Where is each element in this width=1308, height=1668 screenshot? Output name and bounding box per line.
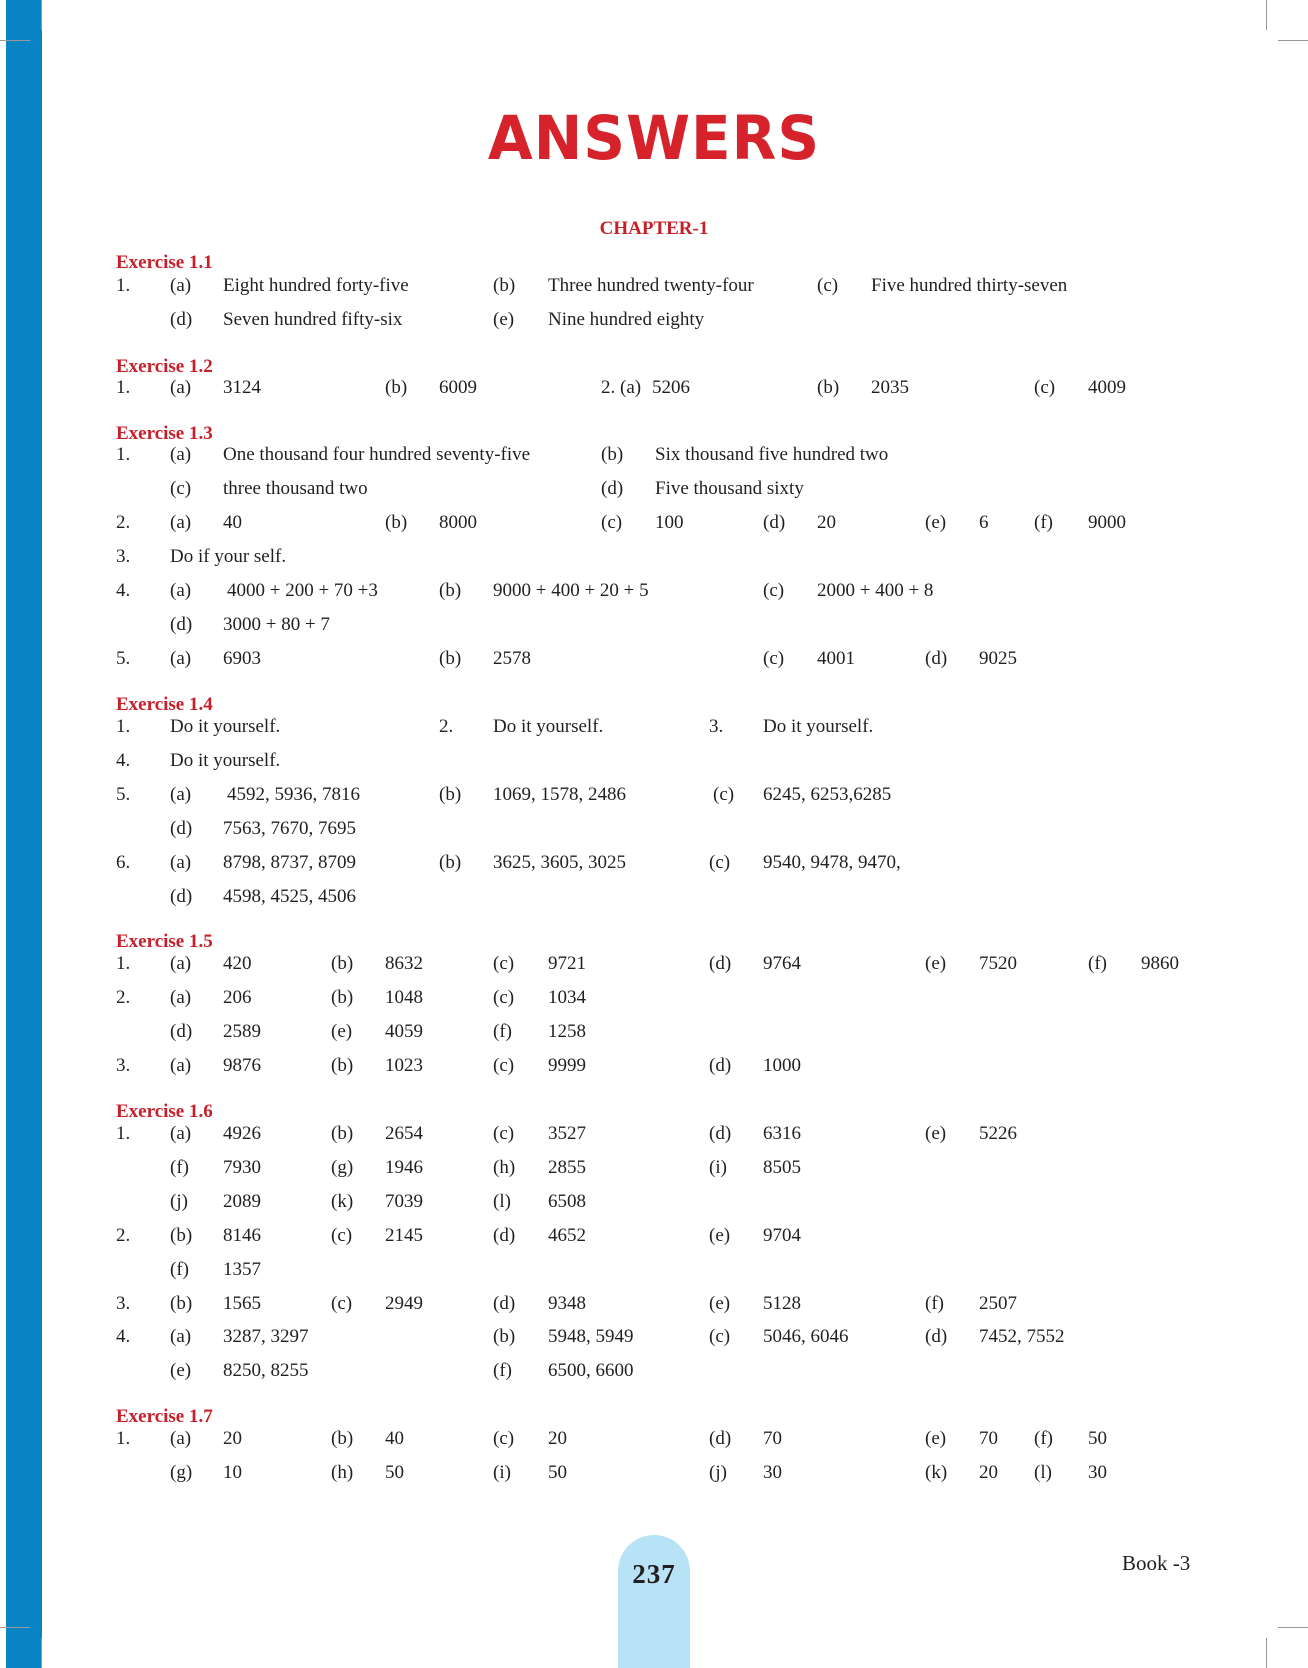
answer-r06-item-5: (c) — [601, 512, 623, 533]
answer-r23-item-3: 7039 — [385, 1191, 423, 1212]
crop-mark — [41, 0, 42, 30]
answer-r15-item-4: 3625, 3605, 3025 — [493, 852, 626, 873]
answer-r20-item-7: (d) — [709, 1055, 732, 1076]
answer-r11-item-3: Do it yourself. — [493, 716, 604, 737]
answer-r21-item-6: 3527 — [548, 1123, 586, 1144]
answer-r30-item-6: (j) — [709, 1462, 727, 1483]
answer-r04-item-3: (b) — [601, 444, 624, 465]
answer-r06-item-1: (a) — [170, 512, 192, 533]
answer-r05-item-1: three thousand two — [223, 478, 368, 499]
answer-r08-item-1: (a) — [170, 580, 192, 601]
answer-r11-item-1: Do it yourself. — [170, 716, 281, 737]
answer-r21-item-4: 2654 — [385, 1123, 423, 1144]
exercise-heading: Exercise 1.3 — [116, 423, 213, 444]
answer-r10-item-3: (b) — [439, 648, 462, 669]
answer-r22-item-5: 2855 — [548, 1157, 586, 1178]
answer-r30-item-10: (l) — [1034, 1462, 1052, 1483]
answer-r06-item-4: 8000 — [439, 512, 477, 533]
answer-r02-item-0: (d) — [170, 309, 193, 330]
answer-r01-item-5: (c) — [817, 275, 839, 296]
answer-r26-item-2: 1565 — [223, 1293, 261, 1314]
answer-r01-item-4: Three hundred twenty-four — [548, 275, 754, 296]
answer-r22-item-7: 8505 — [763, 1157, 801, 1178]
answer-r17-item-9: (e) — [925, 953, 947, 974]
answer-r27-item-1: (a) — [170, 1326, 192, 1347]
answer-r22-item-4: (h) — [493, 1157, 516, 1178]
answer-r22-item-2: (g) — [331, 1157, 354, 1178]
answer-r29-item-10: 70 — [979, 1428, 998, 1449]
answer-r06-item-8: 20 — [817, 512, 836, 533]
answer-r21-item-3: (b) — [331, 1123, 354, 1144]
answer-r03-item-2: 3124 — [223, 377, 261, 398]
answer-r17-item-8: 9764 — [763, 953, 801, 974]
answer-r13-item-6: 6245, 6253,6285 — [763, 784, 892, 805]
answer-r21-item-1: (a) — [170, 1123, 192, 1144]
answer-r06-item-11: (f) — [1034, 512, 1053, 533]
answer-r30-item-1: 10 — [223, 1462, 242, 1483]
exercise-heading: Exercise 1.4 — [116, 694, 213, 715]
answer-r12-item-0: 4. — [116, 750, 131, 771]
answer-r26-item-10: 2507 — [979, 1293, 1017, 1314]
answer-r26-item-1: (b) — [170, 1293, 193, 1314]
answer-r17-item-2: 420 — [223, 953, 252, 974]
exercise-heading: Exercise 1.1 — [116, 252, 213, 273]
answer-r18-item-0: 2. — [116, 987, 131, 1008]
answer-r06-item-9: (e) — [925, 512, 947, 533]
answer-r06-item-6: 100 — [655, 512, 684, 533]
answer-r19-item-3: 4059 — [385, 1021, 423, 1042]
crop-mark — [1266, 0, 1267, 30]
crop-mark — [41, 1638, 42, 1668]
answer-r08-item-3: (b) — [439, 580, 462, 601]
answer-r19-item-1: 2589 — [223, 1021, 261, 1042]
answer-r30-item-4: (i) — [493, 1462, 511, 1483]
exercise-heading: Exercise 1.5 — [116, 931, 213, 952]
answer-r17-item-5: (c) — [493, 953, 515, 974]
crop-mark — [0, 1627, 30, 1628]
answer-r18-item-6: 1034 — [548, 987, 586, 1008]
answer-r15-item-6: 9540, 9478, 9470, — [763, 852, 901, 873]
answer-r03-item-5: 2. (a) — [601, 377, 642, 398]
answer-r19-item-4: (f) — [493, 1021, 512, 1042]
answer-r06-item-2: 40 — [223, 512, 242, 533]
answer-r20-item-1: (a) — [170, 1055, 192, 1076]
answer-r17-item-12: 9860 — [1141, 953, 1179, 974]
answer-r06-item-0: 2. — [116, 512, 131, 533]
answer-r18-item-3: (b) — [331, 987, 354, 1008]
answer-r29-item-8: 70 — [763, 1428, 782, 1449]
crop-mark — [1278, 1627, 1308, 1628]
answer-r28-item-3: 6500, 6600 — [548, 1360, 634, 1381]
answer-r21-item-10: 5226 — [979, 1123, 1017, 1144]
answer-r16-item-1: 4598, 4525, 4506 — [223, 886, 356, 907]
answer-r05-item-0: (c) — [170, 478, 192, 499]
answer-r09-item-1: 3000 + 80 + 7 — [223, 614, 330, 635]
answer-r26-item-6: 9348 — [548, 1293, 586, 1314]
answer-r24-item-6: 4652 — [548, 1225, 586, 1246]
answer-r30-item-8: (k) — [925, 1462, 948, 1483]
answer-r29-item-12: 50 — [1088, 1428, 1107, 1449]
answer-r28-item-1: 8250, 8255 — [223, 1360, 309, 1381]
answer-r08-item-6: 2000 + 400 + 8 — [817, 580, 934, 601]
answer-r18-item-4: 1048 — [385, 987, 423, 1008]
answer-r20-item-2: 9876 — [223, 1055, 261, 1076]
answer-r29-item-9: (e) — [925, 1428, 947, 1449]
answer-r15-item-5: (c) — [709, 852, 731, 873]
answer-r26-item-4: 2949 — [385, 1293, 423, 1314]
answer-r03-item-7: (b) — [817, 377, 840, 398]
answer-r13-item-4: 1069, 1578, 2486 — [493, 784, 626, 805]
answer-r13-item-2: 4592, 5936, 7816 — [227, 784, 360, 805]
answer-r03-item-10: 4009 — [1088, 377, 1126, 398]
answer-r04-item-0: 1. — [116, 444, 131, 465]
answer-r08-item-2: 4000 + 200 + 70 +3 — [227, 580, 378, 601]
answer-r13-item-5: (c) — [713, 784, 735, 805]
answer-r25-item-1: 1357 — [223, 1259, 261, 1280]
answer-r06-item-12: 9000 — [1088, 512, 1126, 533]
answer-r25-item-0: (f) — [170, 1259, 189, 1280]
answer-r11-item-2: 2. — [439, 716, 454, 737]
answer-r10-item-1: (a) — [170, 648, 192, 669]
answer-r15-item-3: (b) — [439, 852, 462, 873]
answer-r03-item-3: (b) — [385, 377, 408, 398]
answer-r27-item-7: (d) — [925, 1326, 948, 1347]
answer-r01-item-6: Five hundred thirty-seven — [871, 275, 1068, 296]
answer-r03-item-1: (a) — [170, 377, 192, 398]
answer-r23-item-4: (l) — [493, 1191, 511, 1212]
answer-r24-item-1: (b) — [170, 1225, 193, 1246]
answer-r27-item-5: (c) — [709, 1326, 731, 1347]
page-number-tab — [618, 1535, 690, 1668]
answer-r13-item-0: 5. — [116, 784, 131, 805]
chapter-heading: CHAPTER-1 — [599, 218, 709, 239]
answer-r13-item-1: (a) — [170, 784, 192, 805]
answer-r30-item-3: 50 — [385, 1462, 404, 1483]
answer-r19-item-5: 1258 — [548, 1021, 586, 1042]
book-label: Book -3 — [1122, 1551, 1191, 1575]
crop-mark — [1278, 40, 1308, 41]
answer-r17-item-6: 9721 — [548, 953, 586, 974]
answer-r28-item-0: (e) — [170, 1360, 192, 1381]
answer-r03-item-0: 1. — [116, 377, 131, 398]
answer-r26-item-3: (c) — [331, 1293, 353, 1314]
answer-r24-item-8: 9704 — [763, 1225, 801, 1246]
answer-r26-item-5: (d) — [493, 1293, 516, 1314]
answer-r29-item-6: 20 — [548, 1428, 567, 1449]
page-number: 237 — [632, 1559, 676, 1589]
answer-r13-item-3: (b) — [439, 784, 462, 805]
answer-r23-item-2: (k) — [331, 1191, 354, 1212]
answer-r17-item-7: (d) — [709, 953, 732, 974]
answer-r06-item-7: (d) — [763, 512, 786, 533]
answer-r10-item-0: 5. — [116, 648, 131, 669]
answer-r05-item-3: Five thousand sixty — [655, 478, 804, 499]
answer-r24-item-2: 8146 — [223, 1225, 261, 1246]
answer-r07-item-1: Do if your self. — [170, 546, 287, 567]
answer-r15-item-0: 6. — [116, 852, 131, 873]
answer-r20-item-8: 1000 — [763, 1055, 801, 1076]
answer-r29-item-5: (c) — [493, 1428, 515, 1449]
answer-r30-item-11: 30 — [1088, 1462, 1107, 1483]
answer-r12-item-1: Do it yourself. — [170, 750, 281, 771]
answer-r04-item-2: One thousand four hundred seventy-five — [223, 444, 531, 465]
answer-r17-item-1: (a) — [170, 953, 192, 974]
left-color-bar — [6, 0, 42, 1668]
answer-r16-item-0: (d) — [170, 886, 193, 907]
answer-r28-item-2: (f) — [493, 1360, 512, 1381]
answer-r21-item-2: 4926 — [223, 1123, 261, 1144]
answer-r14-item-1: 7563, 7670, 7695 — [223, 818, 356, 839]
answer-r06-item-10: 6 — [979, 512, 989, 533]
exercise-heading: Exercise 1.2 — [116, 356, 213, 377]
answer-r19-item-2: (e) — [331, 1021, 353, 1042]
answer-r10-item-8: 9025 — [979, 648, 1017, 669]
answer-r18-item-5: (c) — [493, 987, 515, 1008]
answer-r17-item-0: 1. — [116, 953, 131, 974]
answer-r11-item-5: Do it yourself. — [763, 716, 874, 737]
answer-r19-item-0: (d) — [170, 1021, 193, 1042]
answer-r30-item-0: (g) — [170, 1462, 193, 1483]
answer-r06-item-3: (b) — [385, 512, 408, 533]
page-title: ANSWERS — [487, 102, 821, 174]
answer-r27-item-2: 3287, 3297 — [223, 1326, 309, 1347]
answer-r04-item-1: (a) — [170, 444, 192, 465]
exercise-heading: Exercise 1.7 — [116, 1406, 213, 1427]
answer-r21-item-8: 6316 — [763, 1123, 801, 1144]
answer-r08-item-5: (c) — [763, 580, 785, 601]
answer-r20-item-4: 1023 — [385, 1055, 423, 1076]
answer-r20-item-5: (c) — [493, 1055, 515, 1076]
answer-r22-item-1: 7930 — [223, 1157, 261, 1178]
answer-r03-item-8: 2035 — [871, 377, 909, 398]
answer-r20-item-0: 3. — [116, 1055, 131, 1076]
answer-r24-item-0: 2. — [116, 1225, 131, 1246]
answer-r09-item-0: (d) — [170, 614, 193, 635]
answer-r10-item-4: 2578 — [493, 648, 531, 669]
answer-r27-item-3: (b) — [493, 1326, 516, 1347]
answer-r07-item-0: 3. — [116, 546, 131, 567]
answer-r08-item-4: 9000 + 400 + 20 + 5 — [493, 580, 649, 601]
answer-r02-item-3: Nine hundred eighty — [548, 309, 705, 330]
answer-r24-item-5: (d) — [493, 1225, 516, 1246]
answer-r10-item-5: (c) — [763, 648, 785, 669]
answer-r03-item-4: 6009 — [439, 377, 477, 398]
answer-r05-item-2: (d) — [601, 478, 624, 499]
answer-r29-item-11: (f) — [1034, 1428, 1053, 1449]
answer-r20-item-6: 9999 — [548, 1055, 586, 1076]
answer-r17-item-4: 8632 — [385, 953, 423, 974]
answer-r04-item-4: Six thousand five hundred two — [655, 444, 889, 465]
answer-r03-item-6: 5206 — [652, 377, 690, 398]
answer-r29-item-1: (a) — [170, 1428, 192, 1449]
answer-r26-item-0: 3. — [116, 1293, 131, 1314]
answer-r21-item-7: (d) — [709, 1123, 732, 1144]
answer-r29-item-0: 1. — [116, 1428, 131, 1449]
answer-r27-item-0: 4. — [116, 1326, 131, 1347]
answer-r20-item-3: (b) — [331, 1055, 354, 1076]
answer-r26-item-8: 5128 — [763, 1293, 801, 1314]
answer-r08-item-0: 4. — [116, 580, 131, 601]
exercise-heading: Exercise 1.6 — [116, 1101, 213, 1122]
answer-r22-item-6: (i) — [709, 1157, 727, 1178]
answer-r27-item-4: 5948, 5949 — [548, 1326, 634, 1347]
answer-r26-item-7: (e) — [709, 1293, 731, 1314]
answer-r14-item-0: (d) — [170, 818, 193, 839]
answer-r18-item-1: (a) — [170, 987, 192, 1008]
answer-r23-item-0: (j) — [170, 1191, 188, 1212]
answer-r10-item-6: 4001 — [817, 648, 855, 669]
crop-mark — [0, 40, 30, 41]
answer-r29-item-3: (b) — [331, 1428, 354, 1449]
answer-r24-item-4: 2145 — [385, 1225, 423, 1246]
answer-r21-item-5: (c) — [493, 1123, 515, 1144]
answer-r30-item-2: (h) — [331, 1462, 354, 1483]
answer-r27-item-8: 7452, 7552 — [979, 1326, 1065, 1347]
answer-r29-item-2: 20 — [223, 1428, 242, 1449]
answer-r23-item-1: 2089 — [223, 1191, 261, 1212]
answer-r21-item-9: (e) — [925, 1123, 947, 1144]
answer-r23-item-5: 6508 — [548, 1191, 586, 1212]
answer-r03-item-9: (c) — [1034, 377, 1056, 398]
answer-r15-item-2: 8798, 8737, 8709 — [223, 852, 356, 873]
answer-r15-item-1: (a) — [170, 852, 192, 873]
answer-r01-item-3: (b) — [493, 275, 516, 296]
answer-r01-item-2: Eight hundred forty-five — [223, 275, 409, 296]
answer-r01-item-1: (a) — [170, 275, 192, 296]
answer-r02-item-1: Seven hundred fifty-six — [223, 309, 403, 330]
answer-r30-item-5: 50 — [548, 1462, 567, 1483]
answer-r22-item-0: (f) — [170, 1157, 189, 1178]
answer-r11-item-4: 3. — [709, 716, 724, 737]
answer-r30-item-9: 20 — [979, 1462, 998, 1483]
answer-r18-item-2: 206 — [223, 987, 252, 1008]
answer-r24-item-3: (c) — [331, 1225, 353, 1246]
answer-r10-item-7: (d) — [925, 648, 948, 669]
answer-r02-item-2: (e) — [493, 309, 515, 330]
answer-r10-item-2: 6903 — [223, 648, 261, 669]
crop-mark — [1266, 1638, 1267, 1668]
answer-r01-item-0: 1. — [116, 275, 131, 296]
answer-r24-item-7: (e) — [709, 1225, 731, 1246]
answer-r30-item-7: 30 — [763, 1462, 782, 1483]
answer-r17-item-11: (f) — [1088, 953, 1107, 974]
answer-r26-item-9: (f) — [925, 1293, 944, 1314]
answer-r29-item-7: (d) — [709, 1428, 732, 1449]
answer-r27-item-6: 5046, 6046 — [763, 1326, 849, 1347]
answer-r17-item-3: (b) — [331, 953, 354, 974]
answer-r22-item-3: 1946 — [385, 1157, 423, 1178]
answer-r29-item-4: 40 — [385, 1428, 404, 1449]
answer-r11-item-0: 1. — [116, 716, 131, 737]
answer-r17-item-10: 7520 — [979, 953, 1017, 974]
answer-r21-item-0: 1. — [116, 1123, 131, 1144]
